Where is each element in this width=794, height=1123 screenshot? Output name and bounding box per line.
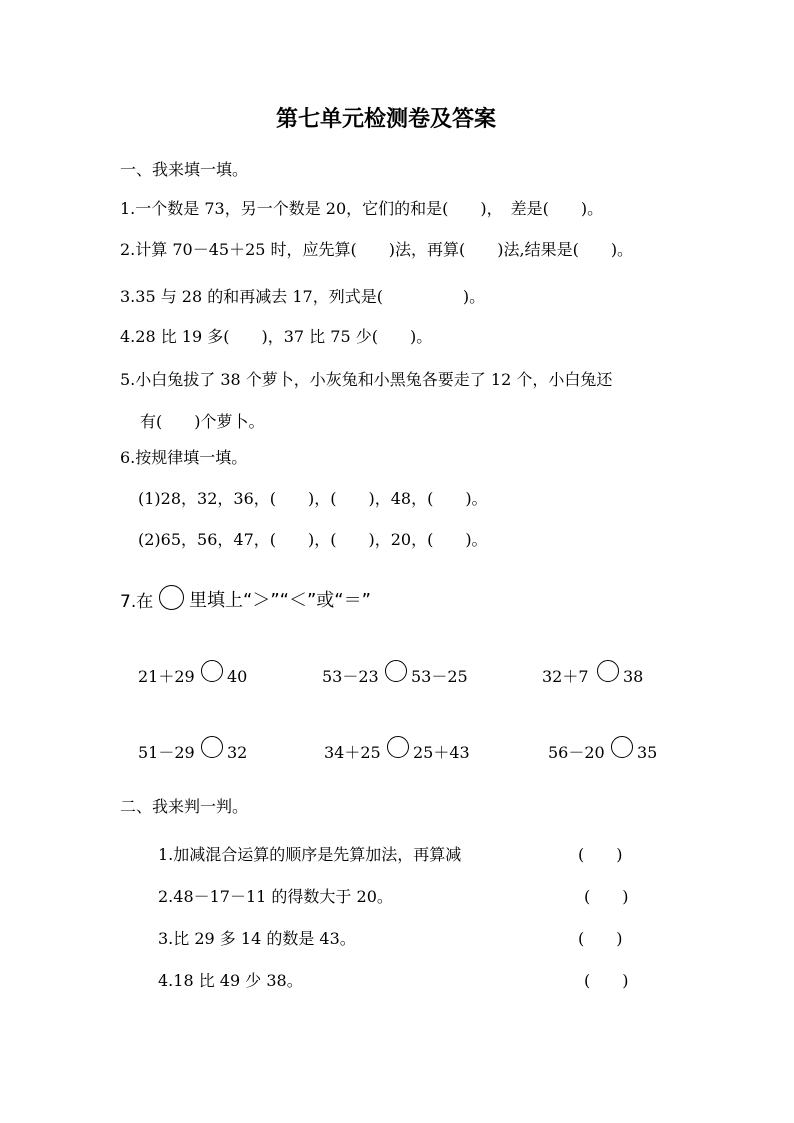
judge-paren[interactable]: ( ) [578, 845, 623, 864]
question-5-line2: 有( )个萝卜。 [140, 412, 265, 431]
judge-item: 3.比 29 多 14 的数是 43。 [158, 929, 356, 948]
page-title: 第七单元检测卷及答案 [276, 107, 497, 132]
question-7-prefix: 7.在 [120, 592, 154, 612]
question-6-1: (1)28，32，36，( )，( )，48，( )。 [138, 489, 488, 508]
judge-item: 4.18 比 49 少 38。 [158, 971, 303, 990]
compare-left: 51－29 [138, 743, 195, 762]
question-2: 2.计算 70－45＋25 时，应先算( )法，再算( )法,结果是( )。 [120, 240, 634, 259]
compare-right: 32 [227, 743, 248, 762]
question-7-suffix: 里填上“＞”“＜”或“＝” [189, 590, 371, 611]
compare-circle[interactable] [385, 660, 407, 682]
judge-paren[interactable]: ( ) [578, 929, 623, 948]
question-1: 1.一个数是 73，另一个数是 20，它们的和是( )， 差是( )。 [120, 199, 604, 218]
section1-heading: 一、我来填一填。 [120, 160, 249, 179]
compare-left: 56－20 [548, 743, 605, 762]
section2-heading: 二、我来判一判。 [120, 797, 249, 816]
compare-circle[interactable] [611, 736, 633, 758]
compare-right: 40 [227, 667, 248, 686]
judge-paren[interactable]: ( ) [584, 887, 629, 906]
question-6-2: (2)65，56，47，( )，( )，20，( )。 [138, 530, 488, 549]
compare-circle[interactable] [201, 736, 223, 758]
compare-right: 53－25 [411, 667, 468, 686]
compare-left: 34＋25 [324, 743, 381, 762]
compare-right: 35 [637, 743, 658, 762]
question-4: 4.28 比 19 多( )，37 比 75 少( )。 [120, 327, 433, 346]
judge-paren[interactable]: ( ) [584, 971, 629, 990]
compare-left: 53－23 [322, 667, 379, 686]
question-5-line1: 5.小白兔拔了 38 个萝卜，小灰兔和小黑兔各要走了 12 个，小白兔还 [120, 370, 613, 389]
question-6: 6.按规律填一填。 [120, 448, 248, 467]
judge-item: 2.48－17－11 的得数大于 20。 [158, 887, 393, 906]
question-3: 3.35 与 28 的和再减去 17，列式是( )。 [120, 287, 486, 306]
compare-left: 21＋29 [138, 667, 195, 686]
compare-circle[interactable] [387, 736, 409, 758]
circle-icon [159, 585, 184, 610]
compare-right: 25＋43 [413, 743, 470, 762]
judge-item: 1.加减混合运算的顺序是先算加法，再算减 [158, 845, 462, 864]
compare-circle[interactable] [597, 660, 619, 682]
compare-circle[interactable] [201, 660, 223, 682]
compare-left: 32＋7 [542, 667, 589, 686]
compare-right: 38 [623, 667, 644, 686]
